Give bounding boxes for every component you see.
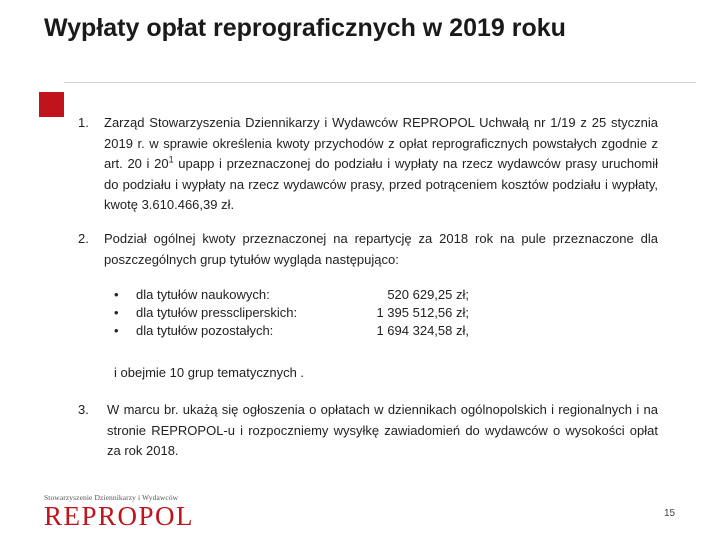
list-item-label: dla tytułów pozostałych: — [136, 323, 274, 338]
paragraph-1-text-b: upapp i przeznaczonej do podziału i wypłaty na rzecz wydawców prasy uruchomił do podziału i wypłaty na rzecz wydawców prasy, przed potrąceniem kosztów podziału i wypłaty, kwotę 3.610.466,39 zł. — [104, 156, 658, 212]
repropol-logo — [44, 493, 194, 529]
paragraph-2-text: Podział ogólnej kwoty przeznaczonej na repartycję za 2018 rok na pule przeznaczone dla poszczególnych grup tytułów wygląda następująco: — [104, 231, 658, 267]
title-divider — [64, 82, 696, 83]
paragraph-1 — [78, 113, 658, 216]
paragraph-2-footnote: i obejmie 10 grup tematycznych . — [114, 365, 305, 380]
paragraph-3 — [78, 400, 658, 462]
logo-tagline: Stowarzyszenie Dziennikarzy i Wydawców — [44, 493, 179, 502]
list-item-value: 1 395 512,56 zł; — [376, 305, 469, 320]
list-item-value: 1 694 324,58 zł, — [376, 323, 469, 338]
paragraph-3-number: 3. — [78, 402, 89, 417]
paragraph-3-text: W marcu br. ukażą się ogłoszenia o opłatach w dziennikach ogólnopolskich i regionalnych i na stronie REPROPOL-u i rozpoczniemy wysyłkę zawiadomień do wydawców o wysokości opłat za rok 2018. — [107, 402, 658, 458]
paragraph-1-text — [104, 113, 658, 216]
bullet-icon: • — [114, 305, 119, 320]
paragraph-1-superscript: 1 — [168, 154, 174, 165]
accent-square — [39, 92, 64, 117]
bullet-icon: • — [114, 323, 119, 338]
page-number: 15 — [664, 508, 676, 519]
list-item-value: 520 629,25 zł; — [387, 287, 469, 302]
paragraph-1-number: 1. — [78, 115, 89, 130]
paragraph-1-text-a: Zarząd Stowarzyszenia Dziennikarzy i Wydawców REPROPOL Uchwałą nr 1/19 z 25 stycznia 2019 r. w sprawie określenia kwoty przychodów z opłat reprograficznych powstałych zgodnie z art. 20 i 20 — [104, 115, 658, 171]
logo-name: REPROPOL — [44, 501, 195, 531]
paragraph-2-number: 2. — [78, 231, 89, 246]
paragraph-2 — [78, 229, 658, 270]
slide-title: Wypłaty opłat reprograficznych w 2019 roku — [44, 14, 566, 42]
bullet-icon: • — [114, 287, 119, 302]
list-item-label: dla tytułów presscliperskich: — [136, 305, 298, 320]
list-item-label: dla tytułów naukowych: — [136, 287, 270, 302]
